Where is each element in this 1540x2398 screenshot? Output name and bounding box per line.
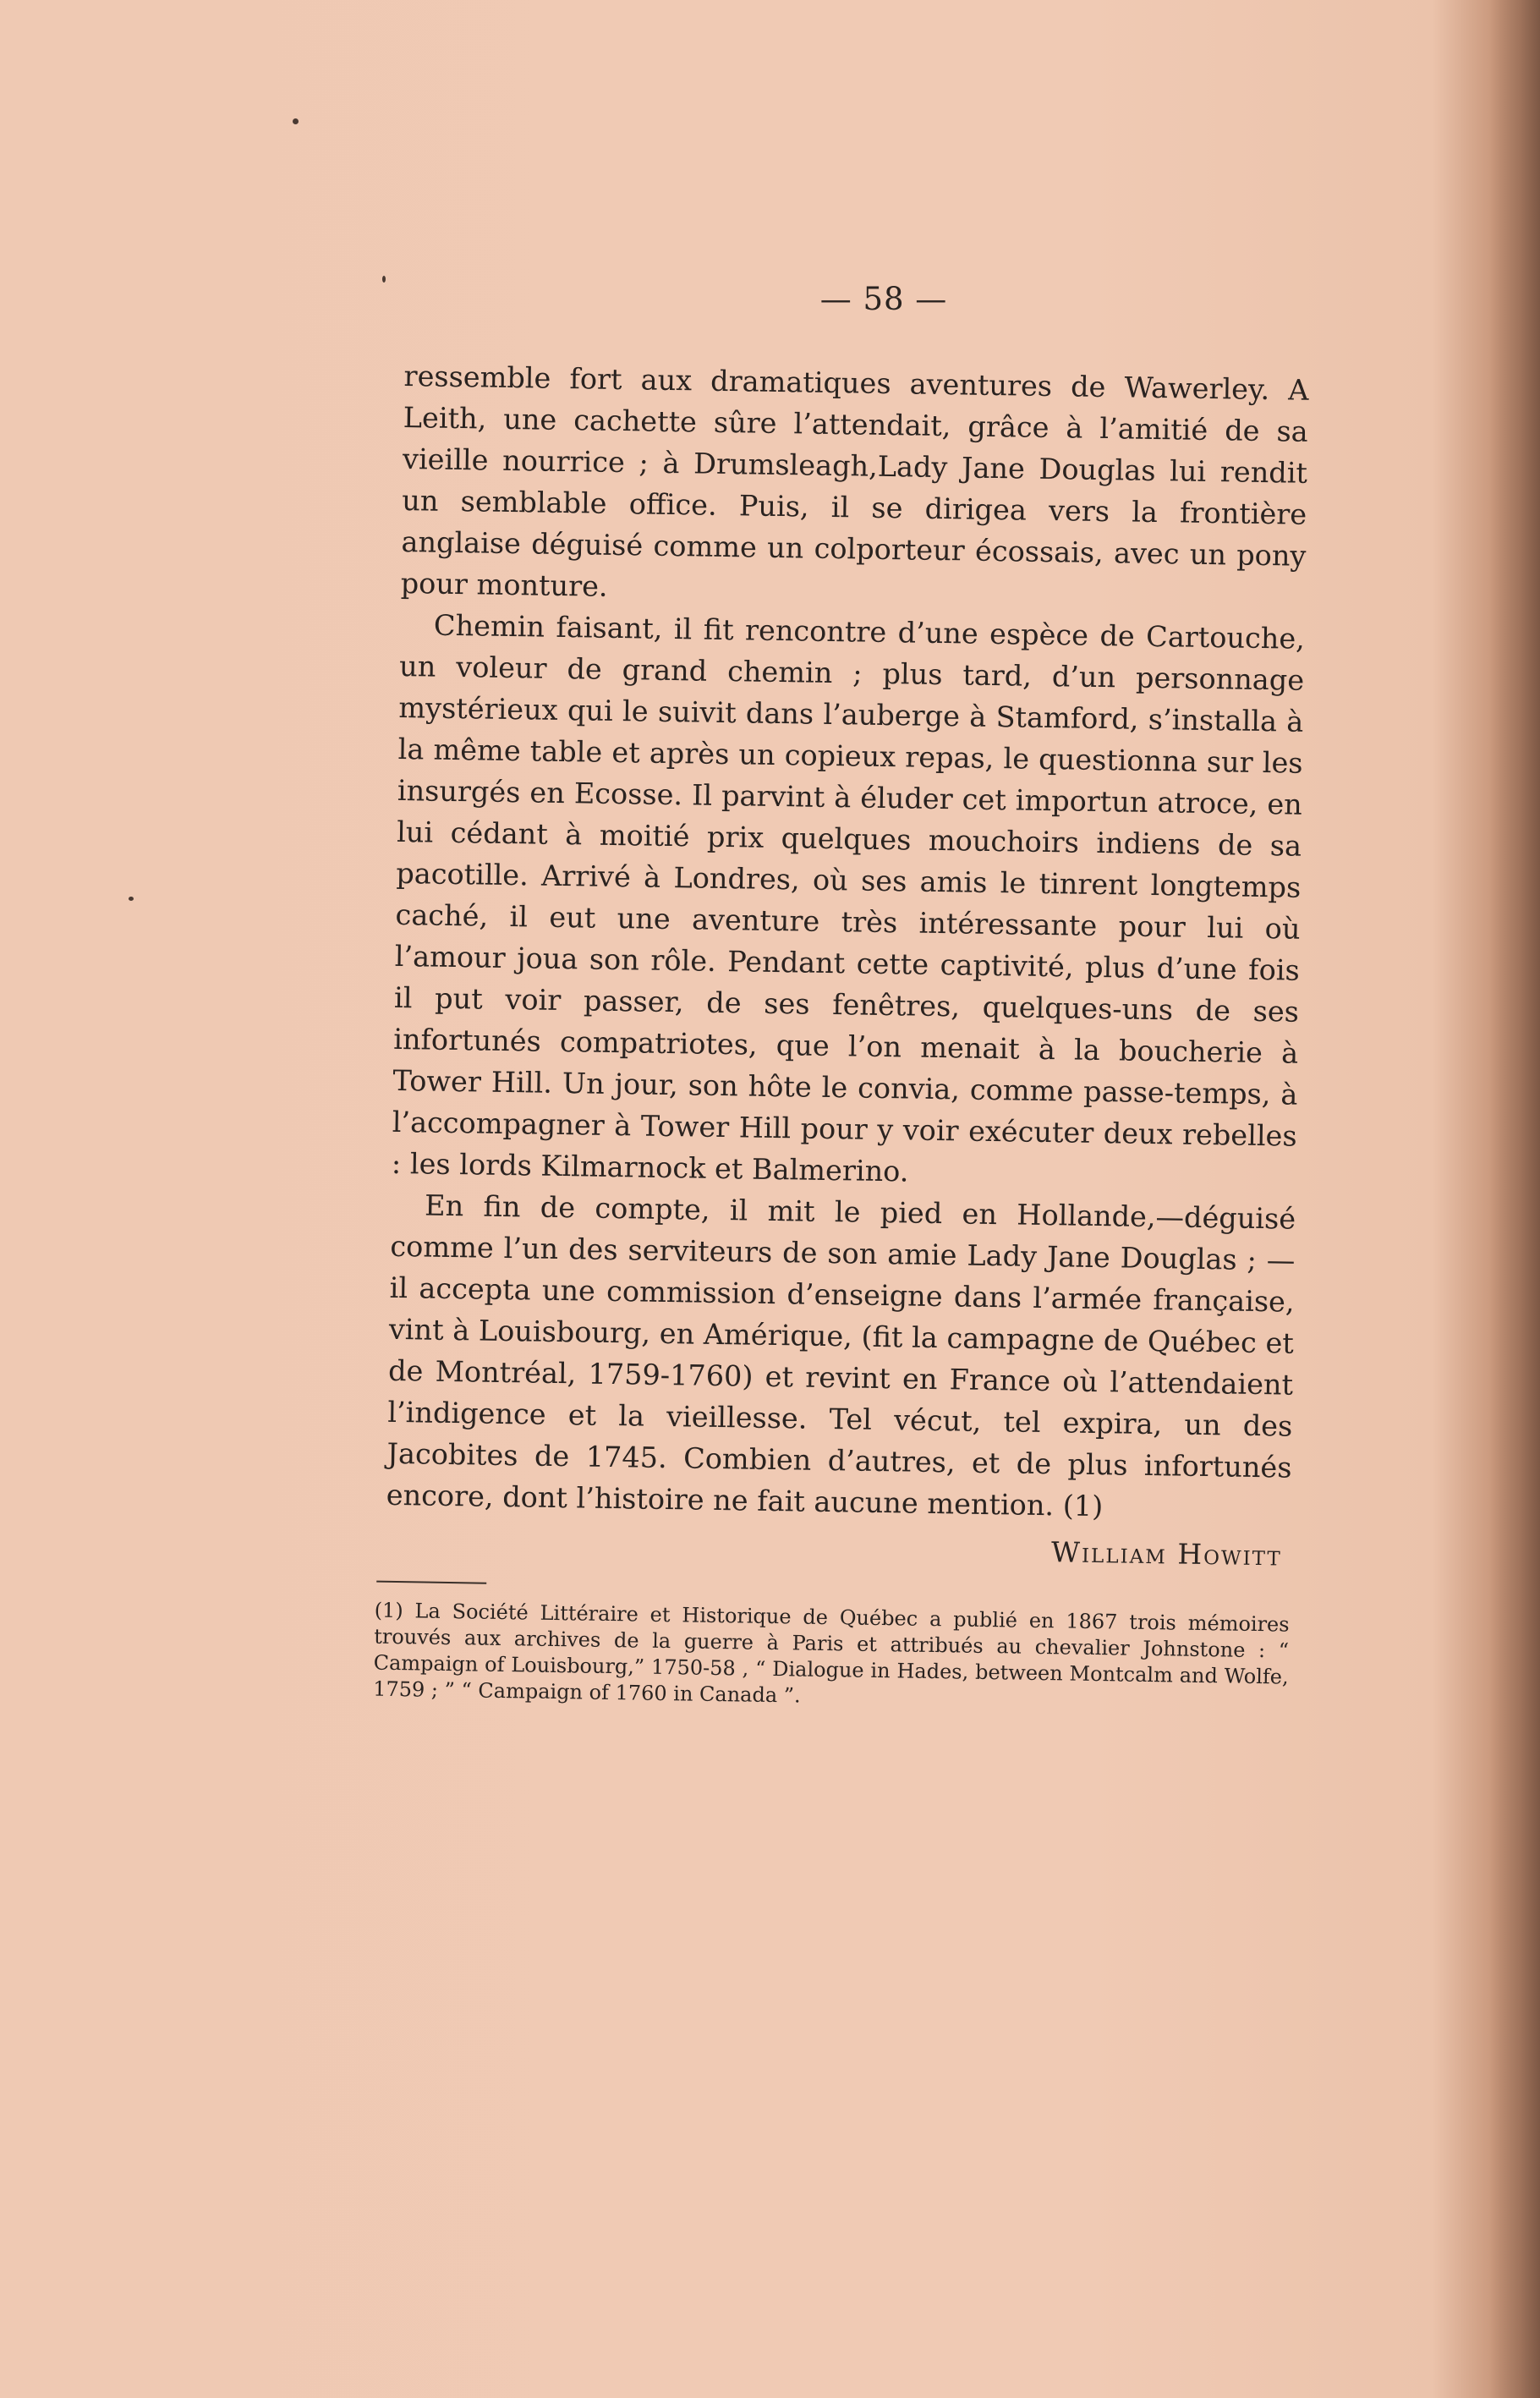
paper-speck: [293, 118, 299, 124]
author-signature: William Howitt: [1050, 1535, 1283, 1572]
paper-speck: [129, 897, 134, 901]
paragraph-1: ressemble fort aux dramatiques aventures de Wawerley. A Leith, une cachette sûre l’attendait, grâce à l’amitié de sa vieille nourrice ; à Drumsleagh,Lady Jane Douglas lui rendit un semblable office. Puis, il se dirigea vers la frontière anglaise déguisé comme un colporteur écossais, avec un pony pour monture.: [400, 359, 1309, 603]
page-body: [373, 355, 1309, 1717]
footnote: (1) La Société Littéraire et Historique de Québec a publié en 1867 trois mémoires trouvés aux archives de la guerre à Paris et attribués au chevalier Johnstone : “ Campaign of Louisbourg,” 1750-58 , “ Dialogue in Hades, between Montcalm and Wolfe, 1759 ; ” “ Campaign of 1760 in Canada ”.: [373, 1598, 1290, 1708]
paragraph-3: En fin de compte, il mit le pied en Hollande,—déguisé comme l’un des serviteurs de son amie Lady Jane Douglas ; —il accepta une commission d’enseigne dans l’armée française, vint à Louisbourg, en Amérique, (fit la campagne de Québec et de Montréal, 1759-1760) et revint en France où l’attendaient l’indigence et la vieillesse. Tel vécut, tel expira, un des Jacobites de 1745. Combien d’autres, et de plus infortunés encore, dont l’histoire ne fait aucune mention. (1): [386, 1188, 1296, 1523]
footnote-rule: [376, 1581, 486, 1584]
page-number: — 58 —: [819, 281, 948, 317]
page-edge-shadow: [1489, 0, 1540, 2398]
paragraph-2: Chemin faisant, il fit rencontre d’une espèce de Cartouche, un voleur de grand chemin ; plus tard, d’un personnage mystérieux qui le suivit dans l’auberge à Stamford, s’installa à la même table et après un copieux repas, le questionna sur les insurgés en Ecosse. Il parvint à éluder cet importun atroce, en lui cédant à moitié prix quelques mouchoirs indiens de sa pacotille. Arrivé à Londres, où ses amis le tinrent longtemps caché, il eut une aventure très intéressante pour lui où l’amour joua son rôle. Pendant cette captivité, plus d’une fois il put voir passer, de ses fenêtres, quelques-uns de ses infortunés compatriotes, que l’on menait à la boucherie à Tower Hill. Un jour, son hôte le convia, comme passe-temps, à l’accompagner à Tower Hill pour y voir exécuter deux rebelles : les lords Kilmarnock et Balmerino.: [391, 608, 1306, 1188]
